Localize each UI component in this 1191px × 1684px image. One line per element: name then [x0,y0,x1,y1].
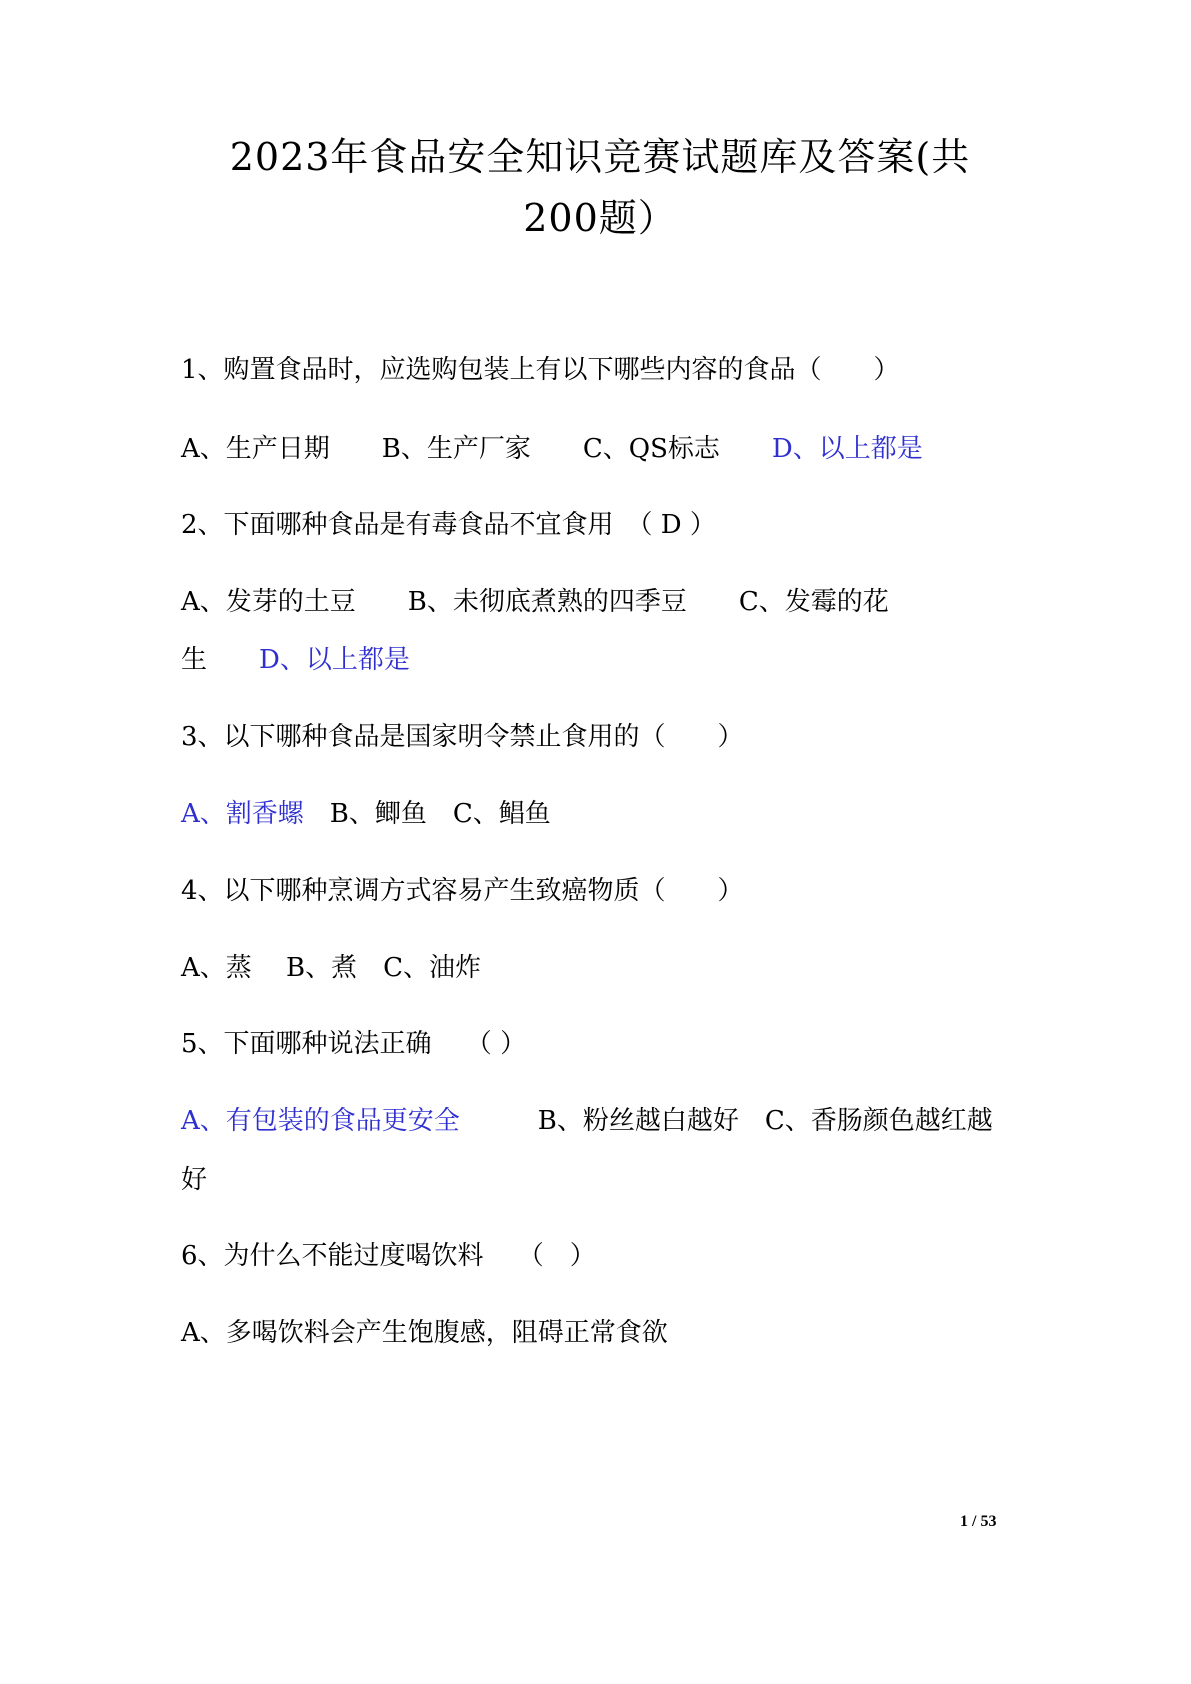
question-line [181,719,744,755]
line-text: 1、购置食品时，应选购包装上有以下哪些内容的食品（ ） [181,355,900,385]
line-text: 生 [181,645,260,675]
answer-text: D、以上都是 [771,434,923,464]
page-number: 1 / 53 [960,1513,997,1530]
line-text: A、发芽的土豆 B、未彻底煮熟的四季豆 C、发霉的花 [181,587,889,617]
question-line [181,1103,993,1139]
line-text: A、生产日期 B、生产厂家 C、QS标志 [181,434,772,464]
document-title-line-1: 2023年食品安全知识竞赛试题库及答案(共 [229,135,971,179]
line-text: B、粉丝越白越好 C、香肠颜色越红越 [459,1106,993,1136]
line-text: A、多喝饮料会产生饱腹感，阻碍正常食欲 [181,1318,668,1348]
line-text: 2、下面哪种食品是有毒食品不宜食用 （ D ） [181,510,716,540]
question-line [181,796,551,832]
line-text: 好 [181,1165,208,1195]
document-title-line-2: 200题） [523,196,677,240]
answer-text: A、割香螺 [181,799,304,829]
question-line [181,1238,596,1274]
line-text: 4、以下哪种烹调方式容易产生致癌物质（ ） [181,876,744,906]
question-line [181,1026,526,1062]
question-line [181,950,481,986]
question-line [181,352,900,388]
line-text: 6、为什么不能过度喝饮料 （ ） [181,1241,596,1271]
question-line [181,431,923,467]
line-text: B、鲫鱼 C、鲳鱼 [303,799,551,829]
answer-text: A、有包装的食品更安全 [181,1106,460,1136]
question-line [181,507,716,543]
question-line [181,642,410,678]
question-line [181,584,889,620]
question-line [181,1315,668,1351]
question-line [181,1162,207,1198]
line-text: 5、下面哪种说法正确 （ ） [181,1029,527,1059]
answer-text: D、以上都是 [259,645,410,675]
line-text: A、蒸 B、煮 C、油炸 [181,953,482,983]
question-line [181,873,744,909]
line-text: 3、以下哪种食品是国家明令禁止食用的（ ） [181,722,744,752]
